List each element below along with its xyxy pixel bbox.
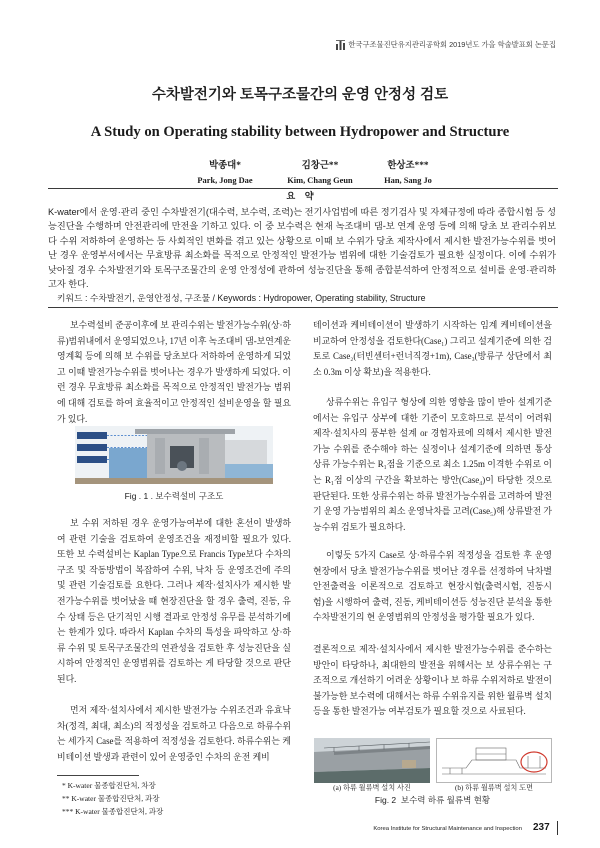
abstract-heading: 요 약 [286, 191, 314, 201]
downstream-water [225, 464, 273, 478]
author-name-korean: 김창근** [301, 161, 339, 171]
author-name-korean: 한상조*** [387, 161, 429, 171]
abstract-bottom-rule [48, 307, 558, 308]
page-number: 237 [533, 822, 550, 833]
body-paragraph: 보 수위 저하된 경우 운영가능여부에 대한 혼선이 발생하여 관련 기술을 검토하여 운영조건을 재정비할 필요가 있다. 또한 보 수력설비는 Kaplan Type으로 Francis Type보다 수차의 구조 및 작동방법이 복잡하여 수위, 낙차 등 운영조건에 주의 및 관련 기술검토를 요한다. 그러나 제작·설치사가 제시한 발전가능수위를 벗어났을 때 현장진단을 할 경우 출력, 진동, 유수 상태 등은 단기적인 시행 결과로 안정성 유무를 분석하기에는 한계가 있다. 따라서 Kaplan 수차의 특성을 파악하고 상·하류 수위 및 토목구조물간의 연관성을 검토한 후 성능진단을 실시하여 안정적인 운영범위를 검토하는 게 타당할 것으로 판단된다. [57, 518, 291, 684]
footer-organization: Korea Institute for Structural Maintenance and Inspection [373, 826, 522, 832]
author-name-english: Kim, Chang Geun [287, 176, 353, 185]
journal-logo-icon [336, 40, 345, 50]
footnote: ** K-water 물종합진단처, 과장 [62, 794, 160, 803]
figure-2a-label: (a) 하류 월류벽 설치 사진 [333, 784, 411, 792]
body-paragraph: 이렇듯 5가지 Case로 상·하류수위 적정성을 검토한 후 운영현장에서 당초 발전가능수위를 벗어난 경우를 선정하여 낙차별 안전출력을 이론적으로 검토하고 현장시험(출력시험, 진동시험)을 시행하여 출력, 진동, 케비테이션등 성능진단 분석을 통한 수차발전기의 현 운영범위의 안정성을 평가할 필요가 있다. [313, 550, 552, 623]
author-name-english: Han, Sang Jo [384, 176, 432, 185]
downstream-structure [225, 440, 267, 464]
paper-title-english: A Study on Operating stability between Hydropower and Structure [90, 124, 510, 140]
body-paragraph: 보수력설비 준공이후에 보 관리수위는 발전가능수위(상·하류)범위내에서 운영되었으나, 17년 이후 녹조대비 댐-보연계운영계획 등에 의해 보 수위를 당초보다 저하하여 운영하게 되었고 이때 발전가능수위를 벗어나는 경우가 발생하게 되었다. 이런 경우 무효방류 최소화를 목적으로 안정적인 발전가능 범위에 대해 검토를 하여 효율적이고 안정적인 설비운영을 할 필요가 있다. [57, 320, 291, 424]
figure-1-caption: Fig . 1 . 보수력설비 구조도 [124, 491, 224, 501]
body-paragraph: 결론적으로 제작·설치사에서 제시한 발전가능수위를 준수하는 방안이 타당하나, 최대한의 발전을 위해서는 보 상류수위는 구조적으로 개선하기 어려운 상황이나 보 하류 수위저하로 발전이 불가능한 보수력에 대해서는 하류 수위유지를 위한 월류벽 설치 등을 통한 발전가능 여부검토가 필요할 것으로 사료된다. [313, 644, 552, 717]
body-paragraph: 상류수위는 유입구 형상에 의한 영향을 많이 받아 설계기준에서는 유입구 상부에 대한 기준이 모호하므로 분석이 어려워 제작·설치사의 풍부한 설계 or 경험자료에 의해서 제시한 발전가능 수위를 준수해야 하는 실정이나 설계기준에 의하면 통상 상류 가능수위는 R₁점을 기준으로 최소 1.25m 이격한 수위로 이는 R₁점 이상의 구간을 확보하는 방안(Case₄)이 타당한 것으로 판단된다. 또한 상류수위는 하류 발전가능수위를 고려하여 발전기 운영 가능범위의 최소 운영낙차를 고려(Case₅)해 상류발전 가능수위 검토가 필요하다. [313, 397, 552, 532]
figure-2b-overflow-wall-drawing [436, 738, 552, 783]
figure-2-caption: Fig. 2 보수력 하류 월류벽 현황 [374, 795, 491, 805]
body-paragraph: 먼저 제작·설치사에서 제시한 발전가능 수위조건과 유효낙차(정격, 최대, 최소)의 적정성을 검토하고 다음으로 하류수위는 세가지 Case를 적용하여 적정성을 검토한다. 하류수위는 케비테이션 발생과 관련이 있어 운영중인 수차의 운전 케비 [57, 705, 291, 762]
upstream-water [109, 448, 149, 478]
footer-separator [557, 821, 558, 835]
author-name-korean: 박종대* [209, 161, 241, 171]
wall-detail [402, 760, 416, 768]
figure-2b-label: (b) 하류 월류벽 설치 도면 [454, 784, 534, 792]
abstract-text: K-water에서 운영·관리 중인 수차발전기(대수력, 보수력, 조력)는 전기사업법에 따른 정기검사 및 자체규정에 따라 종합시험 등 성능진단을 수행하며 안전관리에 만전을 기하고 있다. 이 중 보수력은 현재 녹조대비 댐-보 연계 운영 등에 의해 당초 보 관리수위보다 수위 저하하여 운영하는 등 사회적인 변화를 겪고 있는 상황으로 이때 보 수위가 당초 제작사에서 제시한 발전가능수위를 벗어난 경우 운영부서에서는 무효방류 최소화를 목적으로 안정적인 발전가능 범위에 대한 기술검토가 필요한 실정이다. 이에 수위가 낮아질 경우 수차발전기와 토목구조물간의 운영 안정성에 관하여 성능진단을 통해 종합분석하여 안정적으로 설비를 운영·관리하고자 한다. [48, 207, 556, 290]
keywords: 키워드 : 수차발전기, 운영안정성, 구조물 / Keywords : Hydropower, Operating stability, Structure [57, 293, 426, 303]
author-3 [343, 159, 473, 187]
drawing-frame [437, 739, 552, 783]
abstract-top-rule [48, 188, 558, 189]
weir-powerhouse [135, 429, 235, 478]
proceedings-title: 한국구조물진단유지관리공학회 2019년도 가을 학술발표회 논문집 [348, 40, 556, 49]
footnote: *** K-water 물종합진단처, 과장 [62, 807, 164, 816]
footnote-rule [57, 775, 139, 776]
riverbed [75, 478, 273, 484]
footnote: * K-water 물종합진단처, 차장 [62, 781, 156, 790]
figure-2a-overflow-wall-photo [314, 738, 430, 783]
footnotes [62, 779, 292, 818]
paper-title-korean: 수차발전기와 토목구조물간의 운영 안정성 검토 [151, 87, 449, 103]
running-header [336, 39, 556, 51]
figure-1-hydropower-structure-diagram [75, 426, 273, 484]
author-name-english: Park, Jong Dae [197, 176, 253, 185]
body-paragraph: 테이션과 케비테이션이 발생하기 시작하는 임계 케비테이션을 비교하여 안정성을 검토한다(Case₁) 그리고 설계기준에 의한 검토로 Case₂(터빈센터+런너직경+1m), Case₃(방류구 상단에서 최소 0.3m 이상 확보)을 적용한다. [313, 320, 552, 377]
